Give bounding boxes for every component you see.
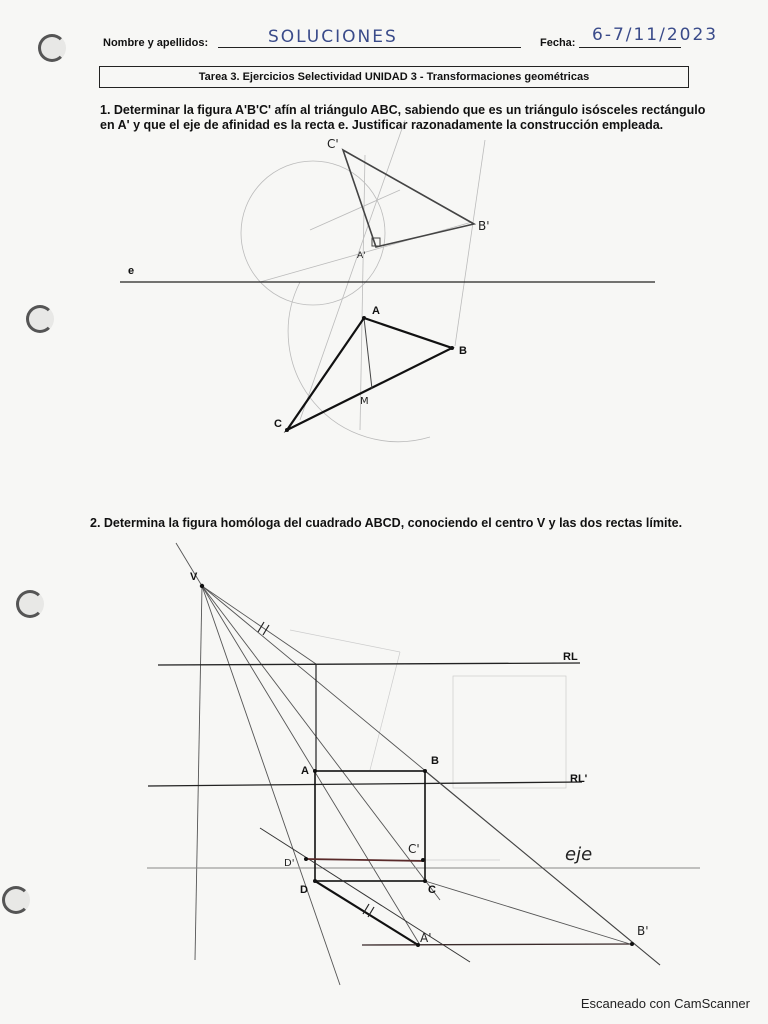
label-a-prime2: A' [420,931,432,945]
label-b: B [459,345,467,357]
label-c-prime2: C' [408,842,420,856]
points-1 [285,316,454,432]
label-a2: A [301,765,309,777]
limit-line-rl [158,663,580,665]
label-b2: B [431,755,439,767]
homology-diagram [147,543,700,985]
line-c-cp [425,881,630,944]
label-b-prime2: B' [637,924,649,938]
triangle-abc [287,318,452,430]
date-value: 6-7/11/2023 [592,25,719,45]
segment-ap-bp [362,944,632,945]
name-value: SOLUCIONES [268,27,398,47]
date-label: Fecha: [540,37,576,49]
label-a-prime: A' [357,251,366,261]
label-d-prime: D' [284,858,295,869]
question-2-text: 2. Determina la figura homóloga del cuadrado ABCD, conociendo el centro V y las dos rectas límite. [90,516,683,530]
limit-line-rl-prime [148,782,582,786]
segment-d-ap [315,881,418,945]
label-b-prime: B' [478,219,490,233]
label-c2: C [428,884,436,896]
triangle-apbpcp [343,150,474,247]
square-abcd [315,771,425,881]
label-eje: eje [565,844,593,865]
question-1-line-1: 1. Determinar la figura A'B'C' afín al triángulo ABC, sabiendo que es un triángulo isósceles rectángulo [100,103,706,117]
label-c-prime: C' [327,137,339,151]
scanner-footer: Escaneado con CamScanner [580,996,750,1011]
label-d2: D [300,884,308,896]
construction-lines-1 [241,120,485,442]
question-1-line-2: en A' y que el eje de afinidad es la recta e. Justificar razonadamente la construcción empleada. [100,118,664,132]
label-a: A [372,305,380,317]
median-am [364,318,372,389]
task-title: Tarea 3. Ejercicios Selectividad UNIDAD 3 - Transformaciones geométricas [99,66,689,88]
label-v: V [190,571,198,583]
label-e: e [128,265,135,277]
name-label: Nombre y apellidos: [103,37,209,49]
label-rl: RL [563,651,578,663]
label-c: C [274,418,282,430]
segment-dp-cp [306,859,425,861]
label-m: M [360,396,369,407]
label-rl-prime: RL' [570,773,588,785]
rays-from-v [176,543,660,985]
line-d-ap [260,828,470,962]
